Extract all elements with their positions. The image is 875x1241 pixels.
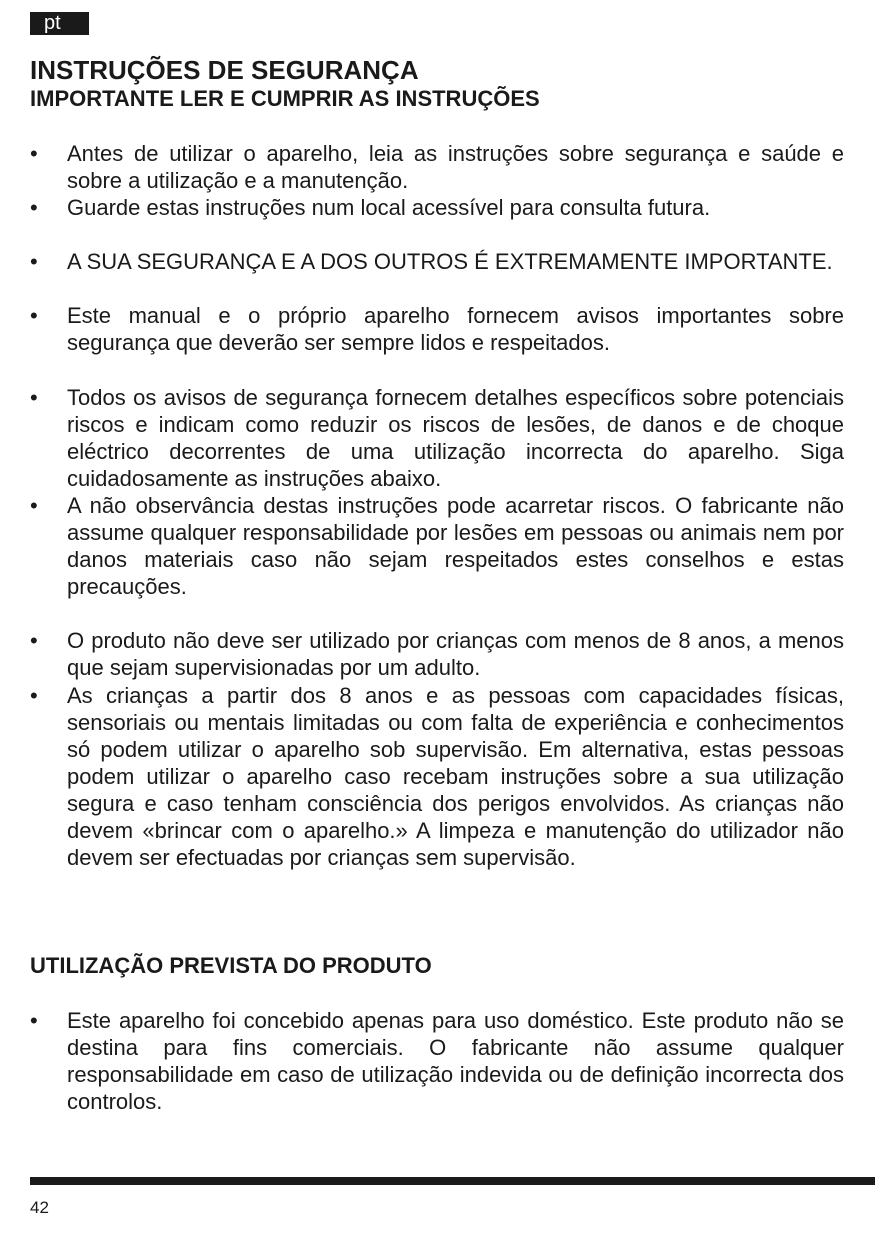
- list-item-text: As crianças a partir dos 8 anos e as pessoas com capacidades físicas, sensoriais ou mentais limitadas ou com falta de experiência e conhecimentos só podem utilizar o aparelho sob supervisão. Em alternativa, estas pessoas podem utilizar o aparelho caso recebam instruções sobre a sua utilização segura e caso tenham consciência dos perigos envolvidos. As crianças não devem «brincar com o aparelho.» A limpeza e manutenção do utilizador não devem ser efectuadas por crianças sem supervisão.: [67, 682, 844, 871]
- bullet-icon: •: [30, 384, 38, 410]
- list-item: [30, 140, 844, 194]
- bullet-icon: •: [30, 303, 38, 329]
- intended-use-heading: UTILIZAÇÃO PREVISTA DO PRODUTO: [30, 953, 432, 978]
- bullet-icon: •: [30, 682, 38, 708]
- list-item-text: Antes de utilizar o aparelho, leia as instruções sobre segurança e saúde e sobre a utilização e a manutenção.: [67, 141, 844, 194]
- safety-instructions-list: [30, 140, 844, 871]
- list-item: [30, 302, 844, 356]
- list-item-text: Este aparelho foi concebido apenas para uso doméstico. Este produto não se destina para fins comerciais. O fabricante não assume qualquer responsabilidade em caso de utilização indevida ou de definição incorrecta dos controlos.: [67, 1008, 844, 1115]
- bullet-icon: •: [30, 492, 38, 518]
- list-item-text: Guarde estas instruções num local acessível para consulta futura.: [67, 195, 711, 221]
- page-subtitle: IMPORTANTE LER E CUMPRIR AS INSTRUÇÕES: [30, 86, 540, 111]
- bullet-icon: •: [30, 141, 38, 166]
- page-title: INSTRUÇÕES DE SEGURANÇA: [30, 55, 419, 85]
- list-item: [30, 194, 844, 221]
- list-item: [30, 248, 844, 275]
- bullet-icon: •: [30, 628, 38, 654]
- list-item-text: A não observância destas instruções pode acarretar riscos. O fabricante não assume qualquer responsabilidade por lesões em pessoas ou animais nem por danos materiais caso não sejam respeitados estes conselhos e estas precauções.: [67, 492, 844, 600]
- bullet-icon: •: [30, 195, 38, 221]
- list-item: [30, 627, 844, 681]
- list-item: [30, 492, 844, 600]
- footer-divider: [30, 1177, 875, 1185]
- list-item-text: Este manual e o próprio aparelho fornecem avisos importantes sobre segurança que deverão ser sempre lidos e respeitados.: [67, 303, 844, 356]
- page-number: 42: [30, 1198, 49, 1217]
- list-item-text: A SUA SEGURANÇA E A DOS OUTROS É EXTREMAMENTE IMPORTANTE.: [67, 249, 833, 275]
- list-item: [30, 682, 844, 872]
- bullet-icon: •: [30, 1008, 38, 1033]
- list-item-text: Todos os avisos de segurança fornecem detalhes específicos sobre potenciais riscos e indicam como reduzir os riscos de lesões, de danos e de choque eléctrico decorrentes de uma utilização incorrecta do aparelho. Siga cuidadosamente as instruções abaixo.: [67, 384, 844, 491]
- list-item-text: O produto não deve ser utilizado por crianças com menos de 8 anos, a menos que sejam supervisionadas por um adulto.: [67, 628, 844, 681]
- list-item: [30, 1007, 844, 1115]
- intended-use-list: [30, 1007, 844, 1115]
- list-item: [30, 384, 844, 492]
- bullet-icon: •: [30, 249, 38, 275]
- language-tab: pt: [30, 12, 89, 35]
